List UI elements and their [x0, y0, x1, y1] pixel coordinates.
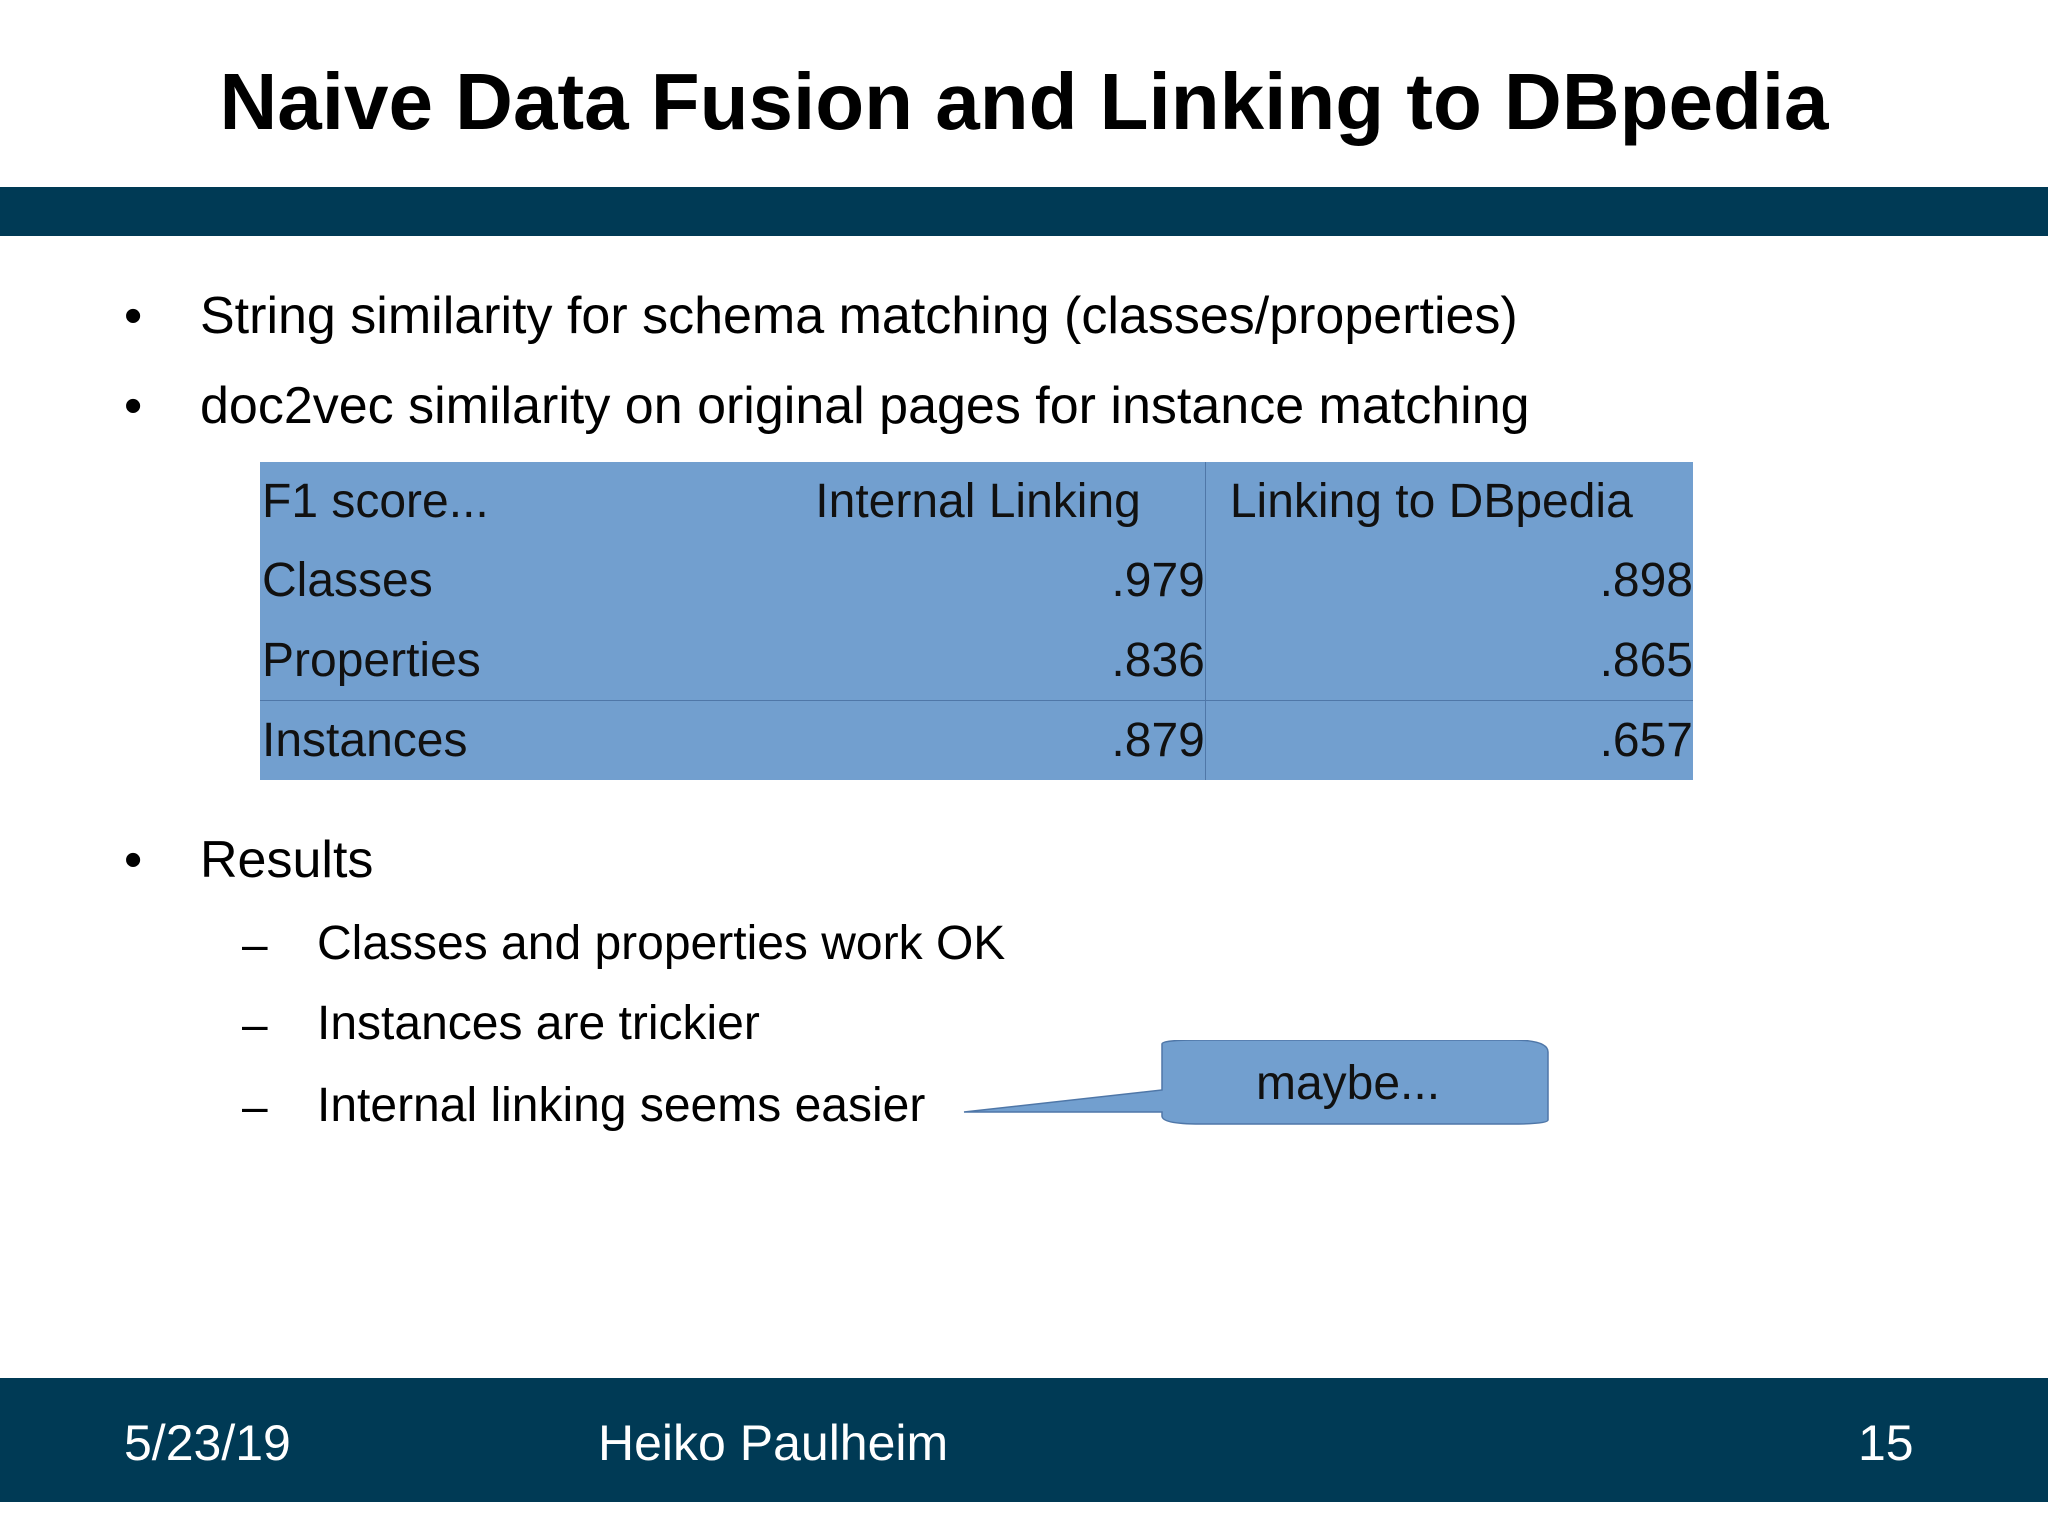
result-item: Instances are trickier — [317, 997, 760, 1050]
result-item: Classes and properties work OK — [317, 917, 1006, 970]
f1-score-table — [260, 462, 1693, 780]
dash-marker: – — [242, 918, 268, 970]
row-label: Properties — [262, 633, 481, 687]
table-row — [260, 620, 1693, 700]
slide-title: Naive Data Fusion and Linking to DBpedia — [219, 57, 1829, 146]
callout-text: maybe... — [1255, 1057, 1441, 1110]
footer-bar — [0, 1378, 2048, 1502]
bullet-marker: • — [124, 377, 143, 435]
footer-author: Heiko Paulheim — [598, 1415, 949, 1471]
row-label: Classes — [262, 554, 433, 608]
title-divider-bar — [0, 187, 2048, 236]
row-label: Instances — [260, 700, 733, 780]
dbpedia-linking-value: .898 — [1599, 554, 1693, 608]
bullet-results: Results — [200, 831, 374, 889]
table-header-cell: Internal Linking — [733, 462, 1206, 541]
dash-marker: – — [242, 1080, 268, 1132]
table-row — [260, 700, 1693, 780]
table-row — [260, 541, 1693, 620]
dbpedia-linking-value: .865 — [1599, 633, 1693, 687]
dash-marker: – — [242, 998, 268, 1050]
internal-linking-value: .836 — [733, 620, 1206, 700]
table-header-cell: F1 score... — [262, 475, 489, 529]
bullet-instance-matching: doc2vec similarity on original pages for instance matching — [200, 377, 1530, 435]
bullet-marker: • — [124, 287, 143, 345]
table-header-cell: Linking to DBpedia — [1229, 475, 1633, 529]
internal-linking-value: .879 — [733, 700, 1206, 780]
table-header-row — [260, 462, 1693, 541]
internal-linking-value: .979 — [733, 541, 1206, 620]
bullet-schema-matching: String similarity for schema matching (classes/properties) — [200, 287, 1518, 345]
footer-page-number: 15 — [1858, 1415, 1914, 1471]
footer-date: 5/23/19 — [124, 1415, 291, 1471]
dbpedia-linking-value: .657 — [1205, 700, 1693, 780]
result-item: Internal linking seems easier — [317, 1079, 926, 1132]
bullet-marker: • — [124, 831, 143, 889]
